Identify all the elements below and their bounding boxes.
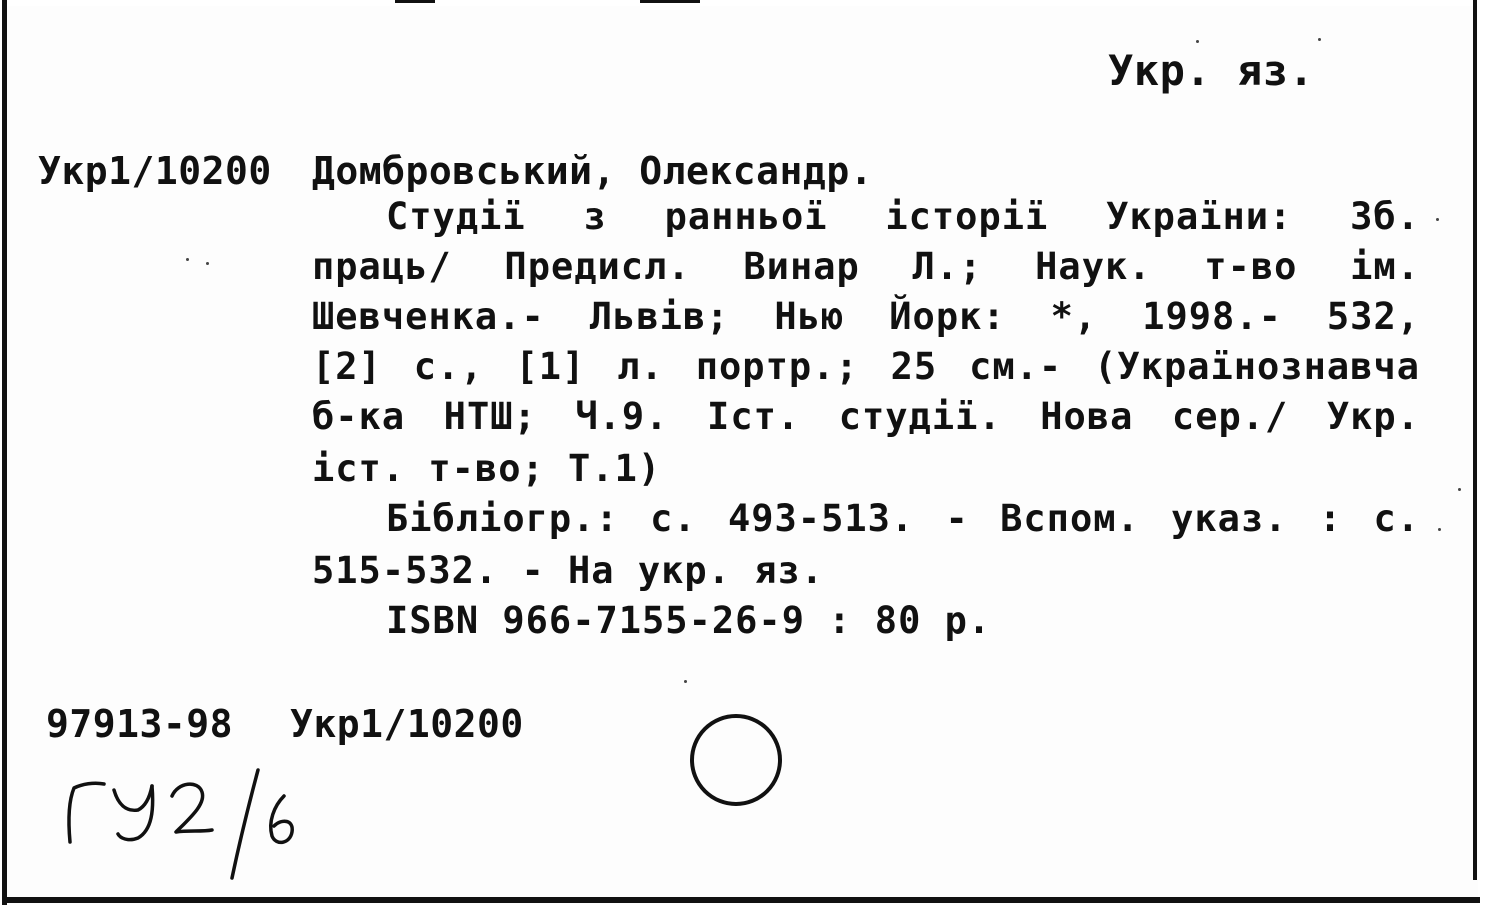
description-line: Шевченка.- Львів; Нью Йорк: *, 1998.- 532, — [312, 295, 1420, 338]
description-line: праць/ Предисл. Винар Л.; Наук. т-во ім. — [312, 245, 1420, 288]
isbn-line: ISBN 966-7155-26-9 : 80 р. — [386, 599, 992, 642]
card-left-edge — [2, 0, 7, 905]
card-right-edge — [1473, 0, 1477, 880]
ink-speck — [1458, 488, 1461, 491]
notes-line: 515-532. - На укр. яз. — [312, 549, 825, 592]
author-heading: Домбровський, Олександр. — [312, 149, 874, 193]
notes-line: Бібліогр.: с. 493-513. - Вспом. указ. : с. — [386, 497, 1420, 540]
ink-speck — [206, 262, 209, 265]
card-bottom-edge — [2, 897, 1480, 903]
accession-number: 97913-98 — [46, 702, 234, 746]
hole-circle-mark — [690, 714, 782, 806]
ink-speck — [684, 680, 687, 683]
description-line: іст. т-во; Т.1) — [312, 447, 662, 490]
ink-speck — [1436, 218, 1439, 221]
ink-speck — [1196, 40, 1199, 43]
title-line: Студії з ранньої історії України: Зб. — [386, 195, 1420, 238]
shelfmark: Укр1/10200 — [38, 149, 272, 193]
ink-speck — [1318, 38, 1321, 41]
ink-speck — [1438, 528, 1441, 531]
description-line: [2] с., [1] л. портр.; 25 см.- (Українознавча — [312, 345, 1420, 388]
card-top-edge-fragment — [640, 0, 700, 3]
handwritten-shelf-mark — [60, 760, 340, 890]
language-mark: Укр. яз. — [1108, 46, 1315, 95]
accession-shelfmark: Укр1/10200 — [290, 702, 524, 746]
card-top-edge-fragment — [395, 0, 435, 3]
ink-speck — [186, 258, 189, 261]
description-line: б-ка НТШ; Ч.9. Іст. студії. Нова сер./ Укр. — [312, 395, 1420, 438]
